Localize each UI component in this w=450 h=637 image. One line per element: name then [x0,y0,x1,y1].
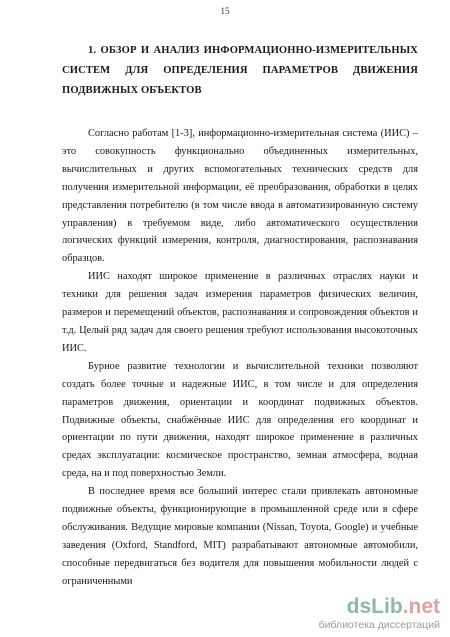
section-title: ОБЗОР И АНАЛИЗ ИНФОРМАЦИОННО-ИЗМЕРИТЕЛЬНЫХ СИСТЕМ ДЛЯ ОПРЕДЕЛЕНИЯ ПАРАМЕТРОВ ДВИЖЕНИЯ ПОДВИЖНЫХ ОБЪЕКТОВ [62,45,419,96]
section-number: 1. [88,45,97,56]
paragraph: В последнее время все больший интерес стали привлекать автономные подвижные объекты, функционирующие в промышленной среде или в сфере обслуживания. Ведущие мировые компании (Nissan, Toyota, Google) и учебные заведения (Oxford, Standford, MIT) разрабатывают автономные автомобили, способные передвигаться без водителя для повышения мобильности людей с ограниченными [62,486,418,587]
watermark-logo: dsLib.net [346,595,440,618]
body-text [62,125,418,591]
paragraph: ИИС находят широкое применение в различных отраслях науки и техники для решения задач измерения параметров физических величин, размеров и перемещений объектов, распознавания и сопровождения объектов и т.д. Целый ряд задач для своего решения требуют использования высокоточных ИИС. [62,271,418,354]
page-number: 15 [220,6,230,16]
watermark [319,596,440,631]
paragraph: Согласно работам [1-3], информационно-измерительная система (ИИС) – это совокупность функционально объединенных измерительных, вычислительных и других вспомогательных технических средств для получения измерительной информации, её преобразования, обработки в целях представления потребителю (в том числе ввода в автоматизированную систему управления) в требуемом виде, либо автоматического осуществления логических функций измерения, контроля, диагностирования, распознавания образцов. [62,128,418,265]
watermark-tagline: библиотека диссертаций [318,619,440,631]
paragraph: Бурное развитие технологии и вычислительной техники позволяют создать более точные и надежные ИИС, в том числе и для определения параметров движения, ориентации и координат подвижных объектов. Подвижные объекты, снабжённые ИИС для определения его координат и ориентации по пути движения, находят широкое применение в различных средах эксплуатации: космическое пространство, земная атмосфера, водная среда, на и под поверхностью Земли. [62,360,418,480]
section-heading [62,41,418,100]
